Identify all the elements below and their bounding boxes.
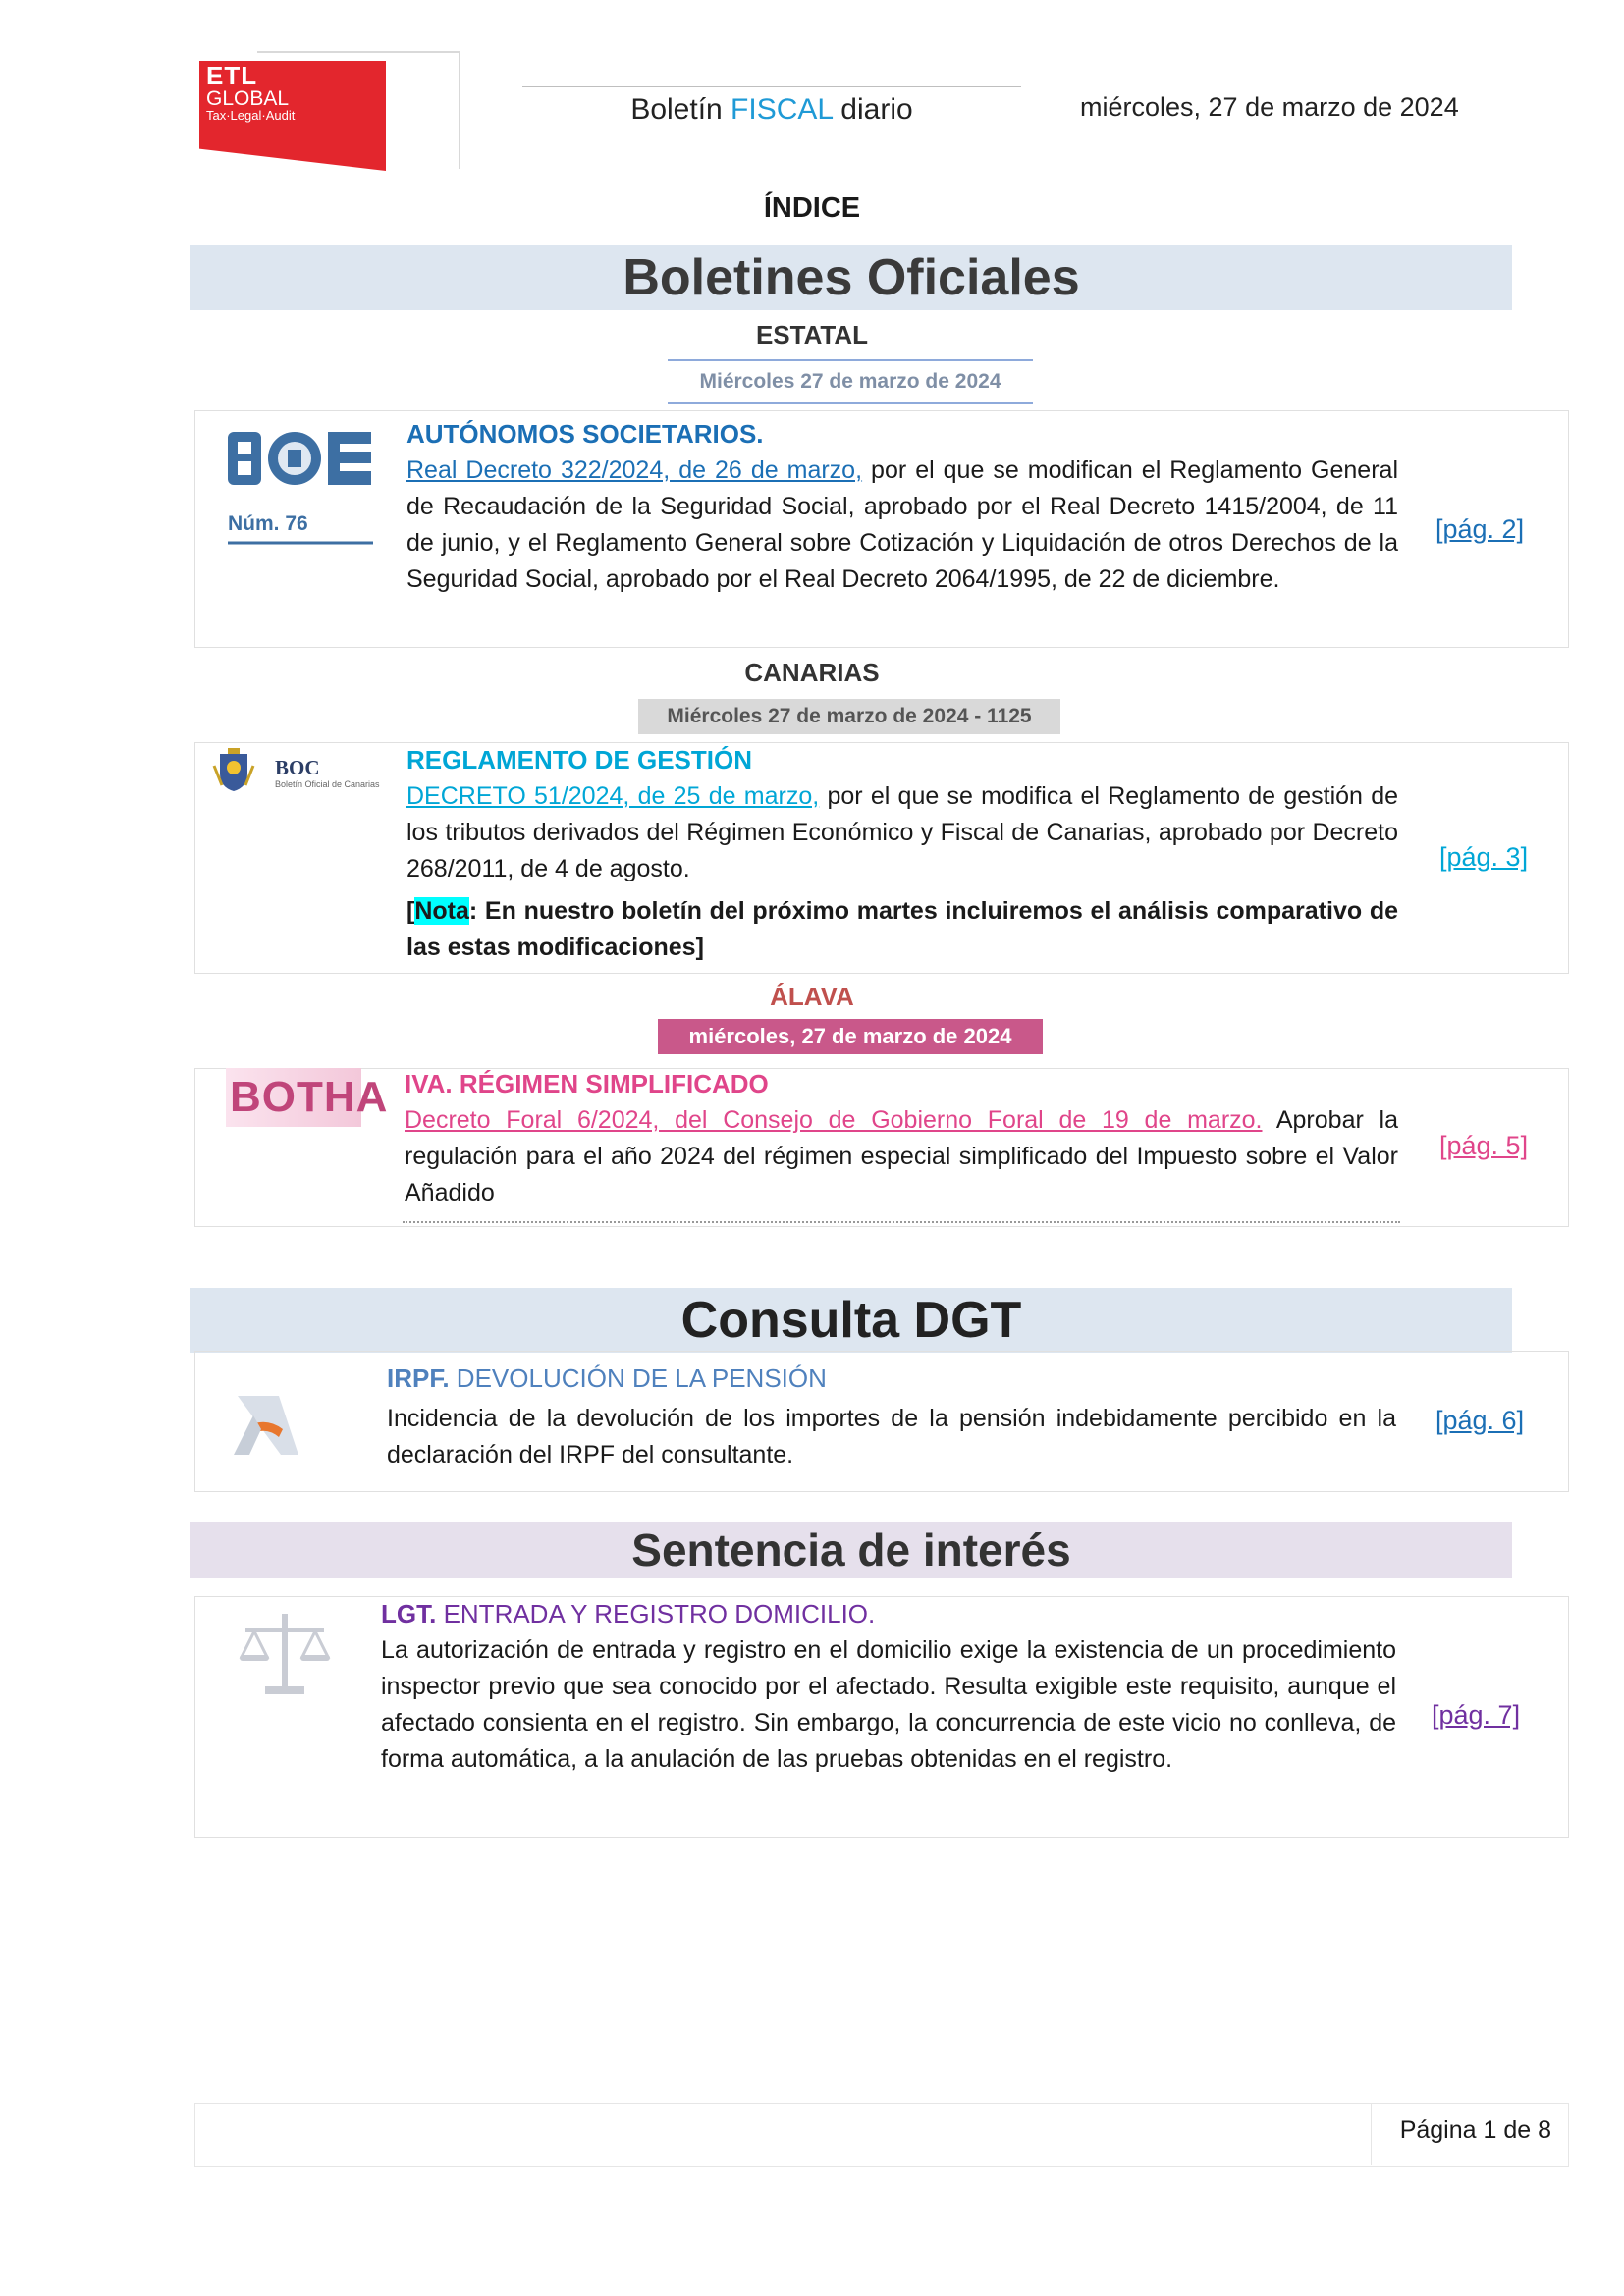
section-consulta-heading: Consulta DGT: [190, 1288, 1512, 1353]
sentencia-entry: [381, 1596, 1396, 1778]
region-estatal: ESTATAL: [755, 320, 869, 349]
estatal-category: AUTÓNOMOS SOCIETARIOS.: [406, 419, 764, 449]
canarias-page-link[interactable]: [pág. 3]: [1439, 842, 1529, 872]
consulta-page-link[interactable]: [pág. 6]: [1435, 1406, 1525, 1435]
consulta-category-rest: DEVOLUCIÓN DE LA PENSIÓN: [449, 1363, 827, 1393]
canarias-link[interactable]: DECRETO 51/2024, de 25 de marzo,: [406, 782, 820, 810]
alava-date: miércoles, 27 de marzo de 2024: [658, 1019, 1043, 1054]
canarias-coat-icon: [210, 746, 257, 793]
index-title: ÍNDICE: [763, 192, 861, 224]
sentencia-category-rest: ENTRADA Y REGISTRO DOMICILIO.: [436, 1599, 876, 1629]
boe-number: Núm. 76: [228, 512, 308, 535]
canarias-text: por el que se modifica el Reglamento de gestión de los tributos derivados del Régimen Económico y Fiscal de Canarias, aprobado por Decreto 268/2011, de 4 de agosto.: [406, 782, 1398, 882]
boc-subtitle: Boletín Oficial de Canarias: [275, 779, 380, 789]
logo-line1: ETL: [206, 61, 258, 90]
title-post: diario: [832, 93, 913, 126]
logo-text: [206, 63, 295, 122]
bulletin-title: [522, 86, 1021, 133]
page-number: Página 1 de 8: [1399, 2116, 1551, 2144]
consulta-text: Incidencia de la devolución de los importes de la pensión indebidamente percibido en la declaración del IRPF del consultante.: [387, 1405, 1396, 1468]
canarias-note-text: : En nuestro boletín del próximo martes incluiremos el análisis comparativo de las estas modificaciones]: [406, 897, 1398, 961]
alava-entry: [405, 1066, 1398, 1211]
canarias-category: REGLAMENTO DE GESTIÓN: [406, 745, 752, 774]
alava-link[interactable]: Decreto Foral 6/2024, del Consejo de Gobierno Foral de 19 de marzo.: [405, 1106, 1263, 1134]
alava-category: IVA. RÉGIMEN SIMPLIFICADO: [405, 1069, 769, 1098]
title-pre: Boletín: [630, 93, 731, 126]
estatal-date: Miércoles 27 de marzo de 2024: [668, 359, 1033, 404]
canarias-entry: [406, 742, 1398, 966]
alava-text: Aprobar la regulación para el año 2024 del régimen especial simplificado del Impuesto sobre el Valor Añadido: [405, 1106, 1398, 1206]
region-canarias: CANARIAS: [744, 658, 880, 687]
estatal-page-link[interactable]: [pág. 2]: [1435, 514, 1525, 544]
canarias-date: Miércoles 27 de marzo de 2024 - 1125: [638, 699, 1060, 734]
consulta-category-bold: IRPF.: [387, 1363, 450, 1393]
footer-box: [194, 2103, 1569, 2167]
boc-logo: [210, 746, 387, 795]
estatal-entry: [406, 416, 1398, 598]
estatal-text: por el que se modifican el Reglamento General de Recaudación de la Seguridad Social, aprobado por el Real Decreto 1415/2004, de 11 de junio, y el Reglamento General sobre Cotización y Liquidación de otros Derechos de la Seguridad Social, aprobado por el Real Decreto 2064/1995, de 22 de diciembre.: [406, 456, 1398, 593]
estatal-link[interactable]: Real Decreto 322/2024, de 26 de marzo,: [406, 456, 863, 484]
alava-page-link[interactable]: [pág. 5]: [1439, 1131, 1529, 1160]
sentencia-category: [381, 1596, 1396, 1632]
justice-scale-logo: [238, 1610, 332, 1698]
botha-name: BOTHA: [230, 1073, 389, 1121]
scale-icon: [238, 1610, 332, 1698]
region-alava: ÁLAVA: [770, 982, 854, 1011]
title-accent: FISCAL: [731, 93, 833, 126]
canarias-note: [406, 893, 1398, 966]
header-date: miércoles, 27 de marzo de 2024: [1080, 92, 1459, 122]
section-sentencia-heading: Sentencia de interés: [190, 1522, 1512, 1578]
consulta-entry: [387, 1361, 1396, 1473]
agencia-tributaria-logo: [228, 1390, 308, 1461]
section-boletines-heading: Boletines Oficiales: [190, 245, 1512, 310]
sentencia-page-link[interactable]: [pág. 7]: [1432, 1700, 1521, 1730]
logo-line2: GLOBAL: [206, 87, 290, 110]
logo-line3: Tax·Legal·Audit: [206, 108, 296, 123]
alava-divider: [403, 1221, 1400, 1223]
canarias-note-label: Nota: [414, 897, 469, 925]
sentencia-category-bold: LGT.: [381, 1599, 437, 1629]
sentencia-text: La autorización de entrada y registro en el domicilio exige la existencia de un procedimiento inspector previo que sea conocido por el afectado. Resulta exigible este requisito, aunque el afectado consienta en el registro. Sin embargo, la concurrencia de este vicio no conlleva, de forma automática, a la anulación de las pruebas obtenidas en el registro.: [381, 1636, 1396, 1773]
botha-logo: [226, 1068, 389, 1127]
canarias-note-open: [: [406, 897, 415, 925]
boc-name: BOC: [275, 756, 320, 779]
consulta-category: [387, 1361, 1396, 1397]
boe-logo: [226, 428, 378, 546]
agencia-tributaria-icon: [228, 1390, 308, 1461]
